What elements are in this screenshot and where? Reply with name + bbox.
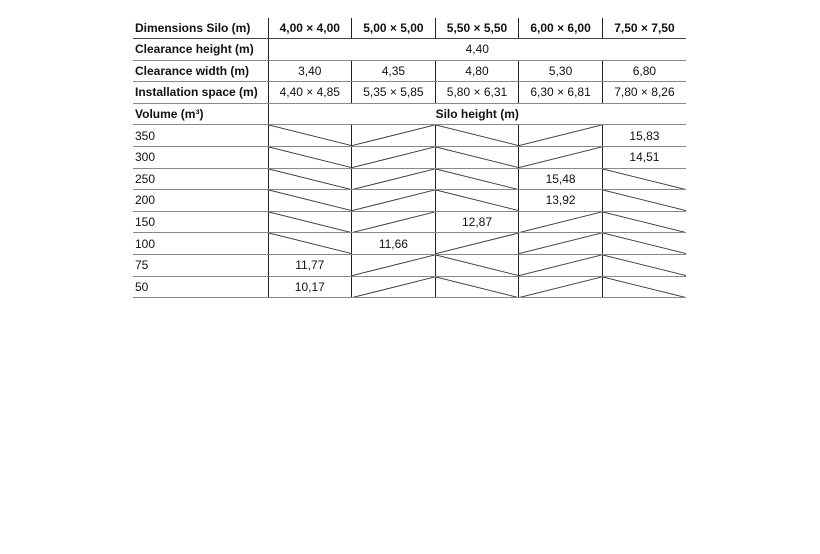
silo-height-cell: 12,87 (435, 211, 519, 233)
not-available-cell (602, 233, 686, 255)
volume-row (133, 233, 686, 255)
not-available-cell (602, 190, 686, 212)
not-available-cell (268, 211, 352, 233)
not-available-cell (435, 146, 519, 168)
not-available-cell (435, 168, 519, 190)
diagonal-hatch-icon (269, 125, 352, 146)
diagonal-hatch-icon (352, 125, 435, 146)
not-available-cell (435, 233, 519, 255)
silo-height-cell: 10,17 (268, 276, 352, 298)
diagonal-hatch-icon (603, 277, 686, 298)
not-available-cell (519, 211, 603, 233)
diagonal-hatch-icon (519, 147, 602, 168)
diagonal-hatch-icon (352, 277, 435, 298)
volume-row (133, 168, 686, 190)
clearance-height-label: Clearance height (m) (133, 39, 268, 61)
not-available-cell (352, 211, 436, 233)
installation-space-row (133, 82, 686, 104)
not-available-cell (352, 276, 436, 298)
diagonal-hatch-icon (269, 147, 352, 168)
not-available-cell (435, 125, 519, 147)
diagonal-hatch-icon (352, 212, 435, 233)
volume-value: 50 (133, 276, 268, 298)
volume-row (133, 146, 686, 168)
diagonal-hatch-icon (352, 255, 435, 276)
silo-dimensions-table (133, 18, 686, 298)
diagonal-hatch-icon (269, 190, 352, 211)
volume-row (133, 211, 686, 233)
diagonal-hatch-icon (519, 255, 602, 276)
not-available-cell (352, 146, 436, 168)
diagonal-hatch-icon (352, 190, 435, 211)
diagonal-hatch-icon (352, 147, 435, 168)
diagonal-hatch-icon (269, 169, 352, 190)
silo-height-label: Silo height (m) (268, 103, 686, 125)
diagonal-hatch-icon (603, 212, 686, 233)
installation-space-label: Installation space (m) (133, 82, 268, 104)
silo-height-cell: 15,83 (602, 125, 686, 147)
installation-space-cell: 7,80 × 8,26 (602, 82, 686, 104)
clearance-width-cell: 6,80 (602, 60, 686, 82)
dimensions-silo-label: Dimensions Silo (m) (133, 18, 268, 39)
clearance-width-cell: 5,30 (519, 60, 603, 82)
not-available-cell (519, 276, 603, 298)
clearance-width-label: Clearance width (m) (133, 60, 268, 82)
not-available-cell (602, 254, 686, 276)
diagonal-hatch-icon (436, 169, 519, 190)
diagonal-hatch-icon (519, 125, 602, 146)
diagonal-hatch-icon (519, 277, 602, 298)
not-available-cell (352, 168, 436, 190)
clearance-width-row (133, 60, 686, 82)
not-available-cell (435, 276, 519, 298)
diagonal-hatch-icon (436, 233, 519, 254)
size-header-cell: 7,50 × 7,50 (602, 18, 686, 39)
volume-row (133, 254, 686, 276)
silo-height-cell: 15,48 (519, 168, 603, 190)
diagonal-hatch-icon (436, 147, 519, 168)
size-header-cell: 6,00 × 6,00 (519, 18, 603, 39)
not-available-cell (268, 125, 352, 147)
volume-header-row (133, 103, 686, 125)
diagonal-hatch-icon (603, 233, 686, 254)
volume-value: 300 (133, 146, 268, 168)
installation-space-cell: 6,30 × 6,81 (519, 82, 603, 104)
not-available-cell (268, 190, 352, 212)
clearance-width-cell: 4,80 (435, 60, 519, 82)
not-available-cell (352, 125, 436, 147)
diagonal-hatch-icon (603, 255, 686, 276)
volume-value: 100 (133, 233, 268, 255)
volume-row (133, 190, 686, 212)
installation-space-cell: 5,80 × 6,31 (435, 82, 519, 104)
size-header-cell: 4,00 × 4,00 (268, 18, 352, 39)
silo-height-cell: 14,51 (602, 146, 686, 168)
diagonal-hatch-icon (269, 212, 352, 233)
size-header-cell: 5,50 × 5,50 (435, 18, 519, 39)
not-available-cell (602, 276, 686, 298)
clearance-height-value: 4,40 (268, 39, 686, 61)
not-available-cell (435, 190, 519, 212)
not-available-cell (519, 233, 603, 255)
not-available-cell (519, 146, 603, 168)
diagonal-hatch-icon (436, 190, 519, 211)
diagonal-hatch-icon (519, 233, 602, 254)
volume-row (133, 125, 686, 147)
volume-value: 200 (133, 190, 268, 212)
diagonal-hatch-icon (603, 169, 686, 190)
not-available-cell (519, 125, 603, 147)
volume-value: 150 (133, 211, 268, 233)
volume-value: 350 (133, 125, 268, 147)
silo-height-cell: 13,92 (519, 190, 603, 212)
clearance-width-cell: 4,35 (352, 60, 436, 82)
silo-height-cell: 11,66 (352, 233, 436, 255)
diagonal-hatch-icon (352, 169, 435, 190)
diagonal-hatch-icon (436, 255, 519, 276)
diagonal-hatch-icon (603, 190, 686, 211)
not-available-cell (352, 190, 436, 212)
not-available-cell (602, 168, 686, 190)
header-row (133, 18, 686, 39)
diagonal-hatch-icon (519, 212, 602, 233)
clearance-width-cell: 3,40 (268, 60, 352, 82)
not-available-cell (435, 254, 519, 276)
size-header-cell: 5,00 × 5,00 (352, 18, 436, 39)
volume-row (133, 276, 686, 298)
clearance-height-row (133, 39, 686, 61)
volume-rows (133, 125, 686, 298)
diagonal-hatch-icon (436, 277, 519, 298)
not-available-cell (268, 146, 352, 168)
installation-space-cell: 5,35 × 5,85 (352, 82, 436, 104)
silo-height-cell: 11,77 (268, 254, 352, 276)
not-available-cell (268, 233, 352, 255)
volume-label: Volume (m³) (133, 103, 268, 125)
diagonal-hatch-icon (436, 125, 519, 146)
not-available-cell (519, 254, 603, 276)
not-available-cell (352, 254, 436, 276)
not-available-cell (602, 211, 686, 233)
diagonal-hatch-icon (269, 233, 352, 254)
volume-value: 250 (133, 168, 268, 190)
not-available-cell (268, 168, 352, 190)
volume-value: 75 (133, 254, 268, 276)
installation-space-cell: 4,40 × 4,85 (268, 82, 352, 104)
